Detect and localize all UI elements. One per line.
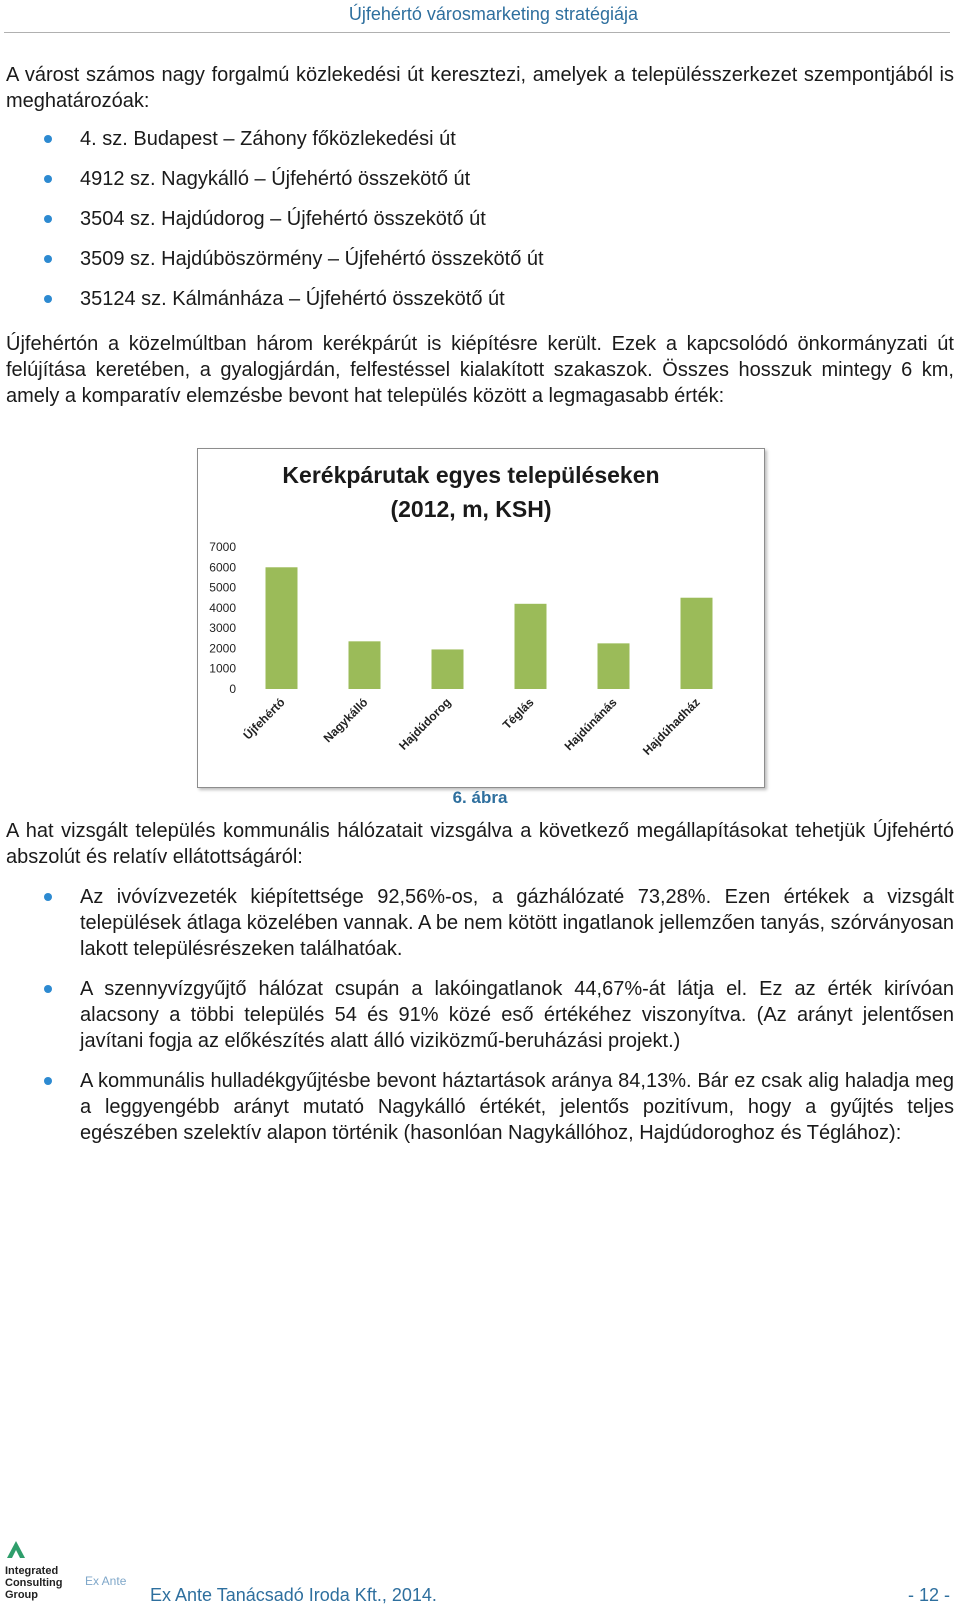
chart-bar bbox=[349, 641, 381, 689]
list-item: 3509 sz. Hajdúböszörmény – Újfehértó összekötő út bbox=[6, 246, 954, 286]
chart-bar bbox=[681, 598, 713, 689]
y-tick-label: 0 bbox=[229, 682, 236, 696]
list-item: 3504 sz. Hajdúdorog – Újfehértó összekötő út bbox=[6, 206, 954, 246]
x-tick-label: Hajdúdorog bbox=[396, 695, 454, 753]
company-logo bbox=[5, 1538, 145, 1610]
chart-subtitle: (2012, m, KSH) bbox=[390, 496, 552, 522]
chart-bar bbox=[598, 643, 630, 689]
x-tick-label: Nagykálló bbox=[320, 695, 371, 746]
chart-bars bbox=[266, 567, 713, 689]
intro-paragraph: A várost számos nagy forgalmú közlekedési út keresztezi, amelyek a településszerkezet szempontjából is meghatározóak: bbox=[6, 64, 954, 112]
list-item: 35124 sz. Kálmánháza – Újfehértó összekötő út bbox=[6, 286, 954, 326]
x-tick-label: Hajdúnánás bbox=[561, 695, 620, 754]
x-tick-label: Hajdúhadház bbox=[639, 695, 703, 758]
logo-mark-icon bbox=[5, 1538, 27, 1560]
logo-subtext: Ex Ante bbox=[85, 1574, 127, 1588]
list-item: A szennyvízgyűjtő hálózat csupán a lakóingatlanok 44,67%-át látja el. Ez az érték kirívóan alacsony a többi település 54 és 91% közé eső értékéhez viszonyítva. (Az arányt jelentősen javítani fogja az előkészítés alatt álló viziközmű-beruházási projekt.) bbox=[6, 976, 954, 1054]
x-tick-label: Téglás bbox=[499, 695, 537, 733]
chart-title: Kerékpárutak egyes településeken bbox=[282, 462, 660, 488]
bar-chart bbox=[197, 448, 765, 788]
bullet-dot-icon bbox=[44, 985, 52, 993]
page-header-title: Újfehértó városmarketing stratégiája bbox=[348, 4, 638, 24]
bullet-dot-icon bbox=[44, 1077, 52, 1085]
list-item: Az ivóvízvezeték kiépítettsége 92,56%-os, a gázhálózaté 73,28%. Ezen értékek a vizsgált települések átlaga közelében vannak. A be nem kötött ingatlanok jellemzően tanyás, szórványosan lakott településrészeken találhatóak. bbox=[6, 884, 954, 962]
list-item: A kommunális hulladékgyűjtésbe bevont háztartások aránya 84,13%. Bár ez csak alig haladja meg a leggyengébb arányt mutató Nagykálló értékét, jelentős pozitívum, hogy a gyűjtés teljes egészében szelektív alapon történik (hasonlóan Nagykállóhoz, Hajdúdoroghoz és Téglához): bbox=[6, 1068, 954, 1146]
footer-company: Ex Ante Tanácsadó Iroda Kft., 2014. bbox=[150, 1585, 437, 1605]
chart-bar bbox=[515, 604, 547, 689]
y-tick-label: 6000 bbox=[209, 560, 236, 575]
logo-text-line: Group bbox=[5, 1589, 38, 1601]
chart-y-axis bbox=[209, 540, 236, 696]
y-tick-label: 1000 bbox=[209, 661, 236, 676]
x-tick-label: Újfehértó bbox=[240, 695, 288, 743]
y-tick-label: 5000 bbox=[209, 580, 236, 595]
bullet-dot-icon bbox=[44, 135, 52, 143]
chart-x-labels bbox=[240, 695, 703, 758]
bullet-dot-icon bbox=[44, 295, 52, 303]
bullet-dot-icon bbox=[44, 215, 52, 223]
chart-bar bbox=[266, 567, 298, 689]
page-number: - 12 - bbox=[907, 1585, 950, 1605]
y-tick-label: 4000 bbox=[209, 600, 236, 615]
y-tick-label: 2000 bbox=[209, 641, 236, 656]
figure-caption: 6. ábra bbox=[452, 788, 508, 807]
bullet-dot-icon bbox=[44, 255, 52, 263]
header-divider bbox=[4, 32, 950, 33]
bike-paragraph: Újfehértón a közelmúltban három kerékpárút is kiépítésre került. Ezek a kapcsolódó önkormányzati út felújítása keretében, a gyalogjárdán, felfestéssel kialakított szakaszok. Összes hosszuk mintegy 6 km, amely a komparatív elemzésbe bevont hat település között a legmagasabb érték: bbox=[6, 333, 954, 407]
logo-text-line: Consulting bbox=[5, 1577, 63, 1589]
list-item: 4912 sz. Nagykálló – Újfehértó összekötő út bbox=[6, 166, 954, 206]
list-item: 4. sz. Budapest – Záhony főközlekedési út bbox=[6, 126, 954, 166]
y-tick-label: 7000 bbox=[209, 540, 236, 554]
bar-chart-svg bbox=[198, 449, 764, 787]
utility-intro-paragraph: A hat vizsgált település kommunális hálózatait vizsgálva a következő megállapításokat tehetjük Újfehértó abszolút és relatív ellátottságáról: bbox=[6, 820, 954, 868]
chart-bar bbox=[432, 649, 464, 689]
logo-text-line: Integrated bbox=[5, 1565, 59, 1577]
bullet-dot-icon bbox=[44, 175, 52, 183]
utility-list bbox=[6, 884, 954, 1146]
bullet-dot-icon bbox=[44, 893, 52, 901]
y-tick-label: 3000 bbox=[209, 621, 236, 636]
roads-list bbox=[6, 126, 954, 326]
